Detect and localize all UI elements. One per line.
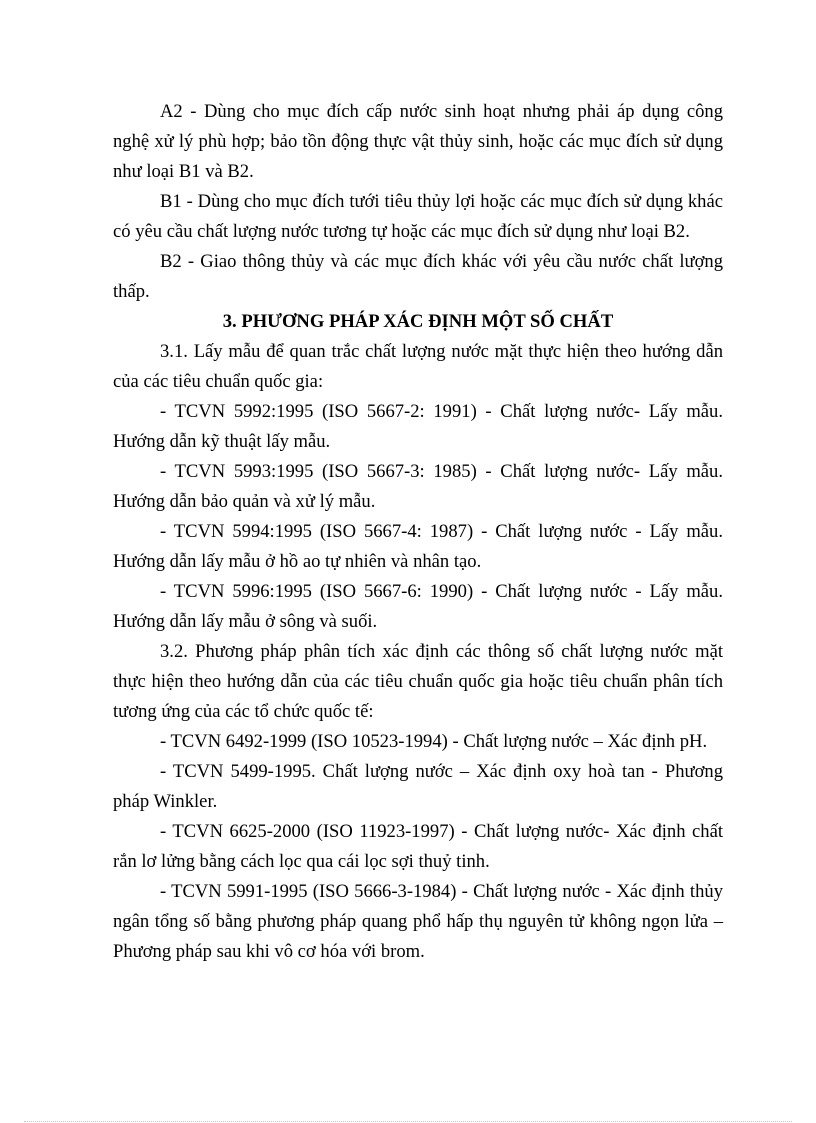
document-page [113, 97, 723, 967]
standard-item: - TCVN 6492-1999 (ISO 10523-1994) - Chất lượng nước – Xác định pH. [160, 731, 708, 752]
standard-item: - TCVN 5992:1995 (ISO 5667-2: 1991) - Chất lượng nước- Lấy mẫu. Hướng dẫn kỹ thuật lấy mẫu. [113, 401, 723, 452]
standard-item: - TCVN 5499-1995. Chất lượng nước – Xác định oxy hoà tan - Phương pháp Winkler. [113, 761, 723, 812]
standard-item: - TCVN 5996:1995 (ISO 5667-6: 1990) - Chất lượng nước - Lấy mẫu. Hướng dẫn lấy mẫu ở sông và suối. [113, 581, 723, 632]
paragraph-b1: B1 - Dùng cho mục đích tưới tiêu thủy lợi hoặc các mục đích sử dụng khác có yêu cầu chất lượng nước tương tự hoặc các mục đích sử dụng như loại B2. [113, 191, 723, 242]
paragraph-3-1: 3.1. Lấy mẫu để quan trắc chất lượng nước mặt thực hiện theo hướng dẫn của các tiêu chuẩn quốc gia: [113, 341, 723, 392]
paragraph-3-2: 3.2. Phương pháp phân tích xác định các thông số chất lượng nước mặt thực hiện theo hướng dẫn của các tiêu chuẩn quốc gia hoặc tiêu chuẩn phân tích tương ứng của các tổ chức quốc tế: [113, 641, 723, 722]
standard-item: - TCVN 5994:1995 (ISO 5667-4: 1987) - Chất lượng nước - Lấy mẫu. Hướng dẫn lấy mẫu ở hồ ao tự nhiên và nhân tạo. [113, 521, 723, 572]
standard-item: - TCVN 6625-2000 (ISO 11923-1997) - Chất lượng nước- Xác định chất rắn lơ lửng bằng cách lọc qua cái lọc sợi thuỷ tinh. [113, 821, 723, 872]
section-heading: 3. PHƯƠNG PHÁP XÁC ĐỊNH MỘT SỐ CHẤT [222, 311, 614, 332]
standard-item: - TCVN 5991-1995 (ISO 5666-3-1984) - Chất lượng nước - Xác định thủy ngân tổng số bằng phương pháp quang phổ hấp thụ nguyên tử không ngọn lửa – Phương pháp sau khi vô cơ hóa với brom. [113, 881, 723, 962]
paragraph-b2: B2 - Giao thông thủy và các mục đích khác với yêu cầu nước chất lượng thấp. [113, 251, 723, 302]
paragraph-a2: A2 - Dùng cho mục đích cấp nước sinh hoạt nhưng phải áp dụng công nghệ xử lý phù hợp; bảo tồn động thực vật thủy sinh, hoặc các mục đích sử dụng như loại B1 và B2. [113, 101, 723, 182]
standard-item: - TCVN 5993:1995 (ISO 5667-3: 1985) - Chất lượng nước- Lấy mẫu. Hướng dẫn bảo quản và xử lý mẫu. [113, 461, 723, 512]
page-bottom-divider [24, 1121, 792, 1122]
